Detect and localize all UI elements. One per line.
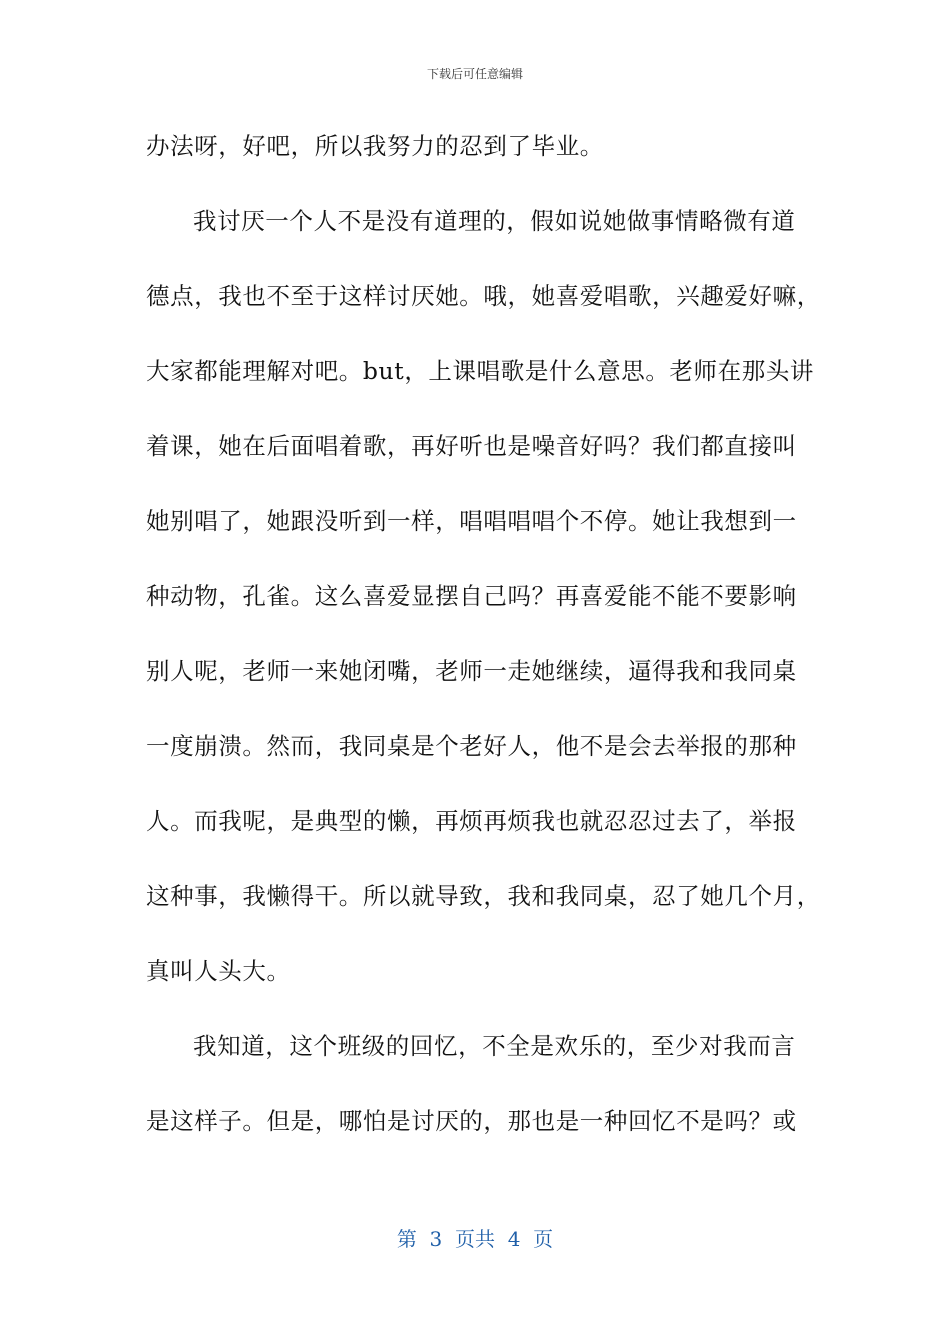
- page-header: 下载后可任意编辑: [426, 67, 523, 81]
- text-line: 人。而我呢，是典型的懒，再烦再烦我也就忍忍过去了，举报: [146, 807, 797, 835]
- text-line: 种动物，孔雀。这么喜爱显摆自己吗？再喜爱能不能不要影响: [146, 582, 797, 610]
- text-line: 她别唱了，她跟没听到一样，唱唱唱唱个不停。她让我想到一: [146, 507, 797, 535]
- text-line: 一度崩溃。然而，我同桌是个老好人，他不是会去举报的那种: [146, 732, 797, 760]
- text-line: 大家都能理解对吧。but，上课唱歌是什么意思。老师在那头讲: [146, 357, 815, 385]
- text-line: 办法呀，好吧，所以我努力的忍到了毕业。: [146, 132, 604, 160]
- text-line: 别人呢，老师一来她闭嘴，老师一走她继续，逼得我和我同桌: [146, 657, 797, 685]
- text-line-paragraph-start: 我知道，这个班级的回忆，不全是欢乐的，至少对我而言: [193, 1032, 796, 1060]
- text-line: 这种事，我懒得干。所以就导致，我和我同桌，忍了她几个月，: [146, 882, 821, 910]
- text-line-paragraph-start: 我讨厌一个人不是没有道理的，假如说她做事情略微有道: [193, 207, 796, 235]
- text-line: 真叫人头大。: [146, 957, 291, 985]
- document-body: [146, 124, 821, 1174]
- text-line: 德点，我也不至于这样讨厌她。哦，她喜爱唱歌，兴趣爱好嘛，: [146, 282, 821, 310]
- page-number-footer: 第 3 页共 4 页: [396, 1227, 554, 1251]
- text-line: 是这样子。但是，哪怕是讨厌的，那也是一种回忆不是吗？或: [146, 1107, 797, 1135]
- text-line: 着课，她在后面唱着歌，再好听也是噪音好吗？我们都直接叫: [146, 432, 797, 460]
